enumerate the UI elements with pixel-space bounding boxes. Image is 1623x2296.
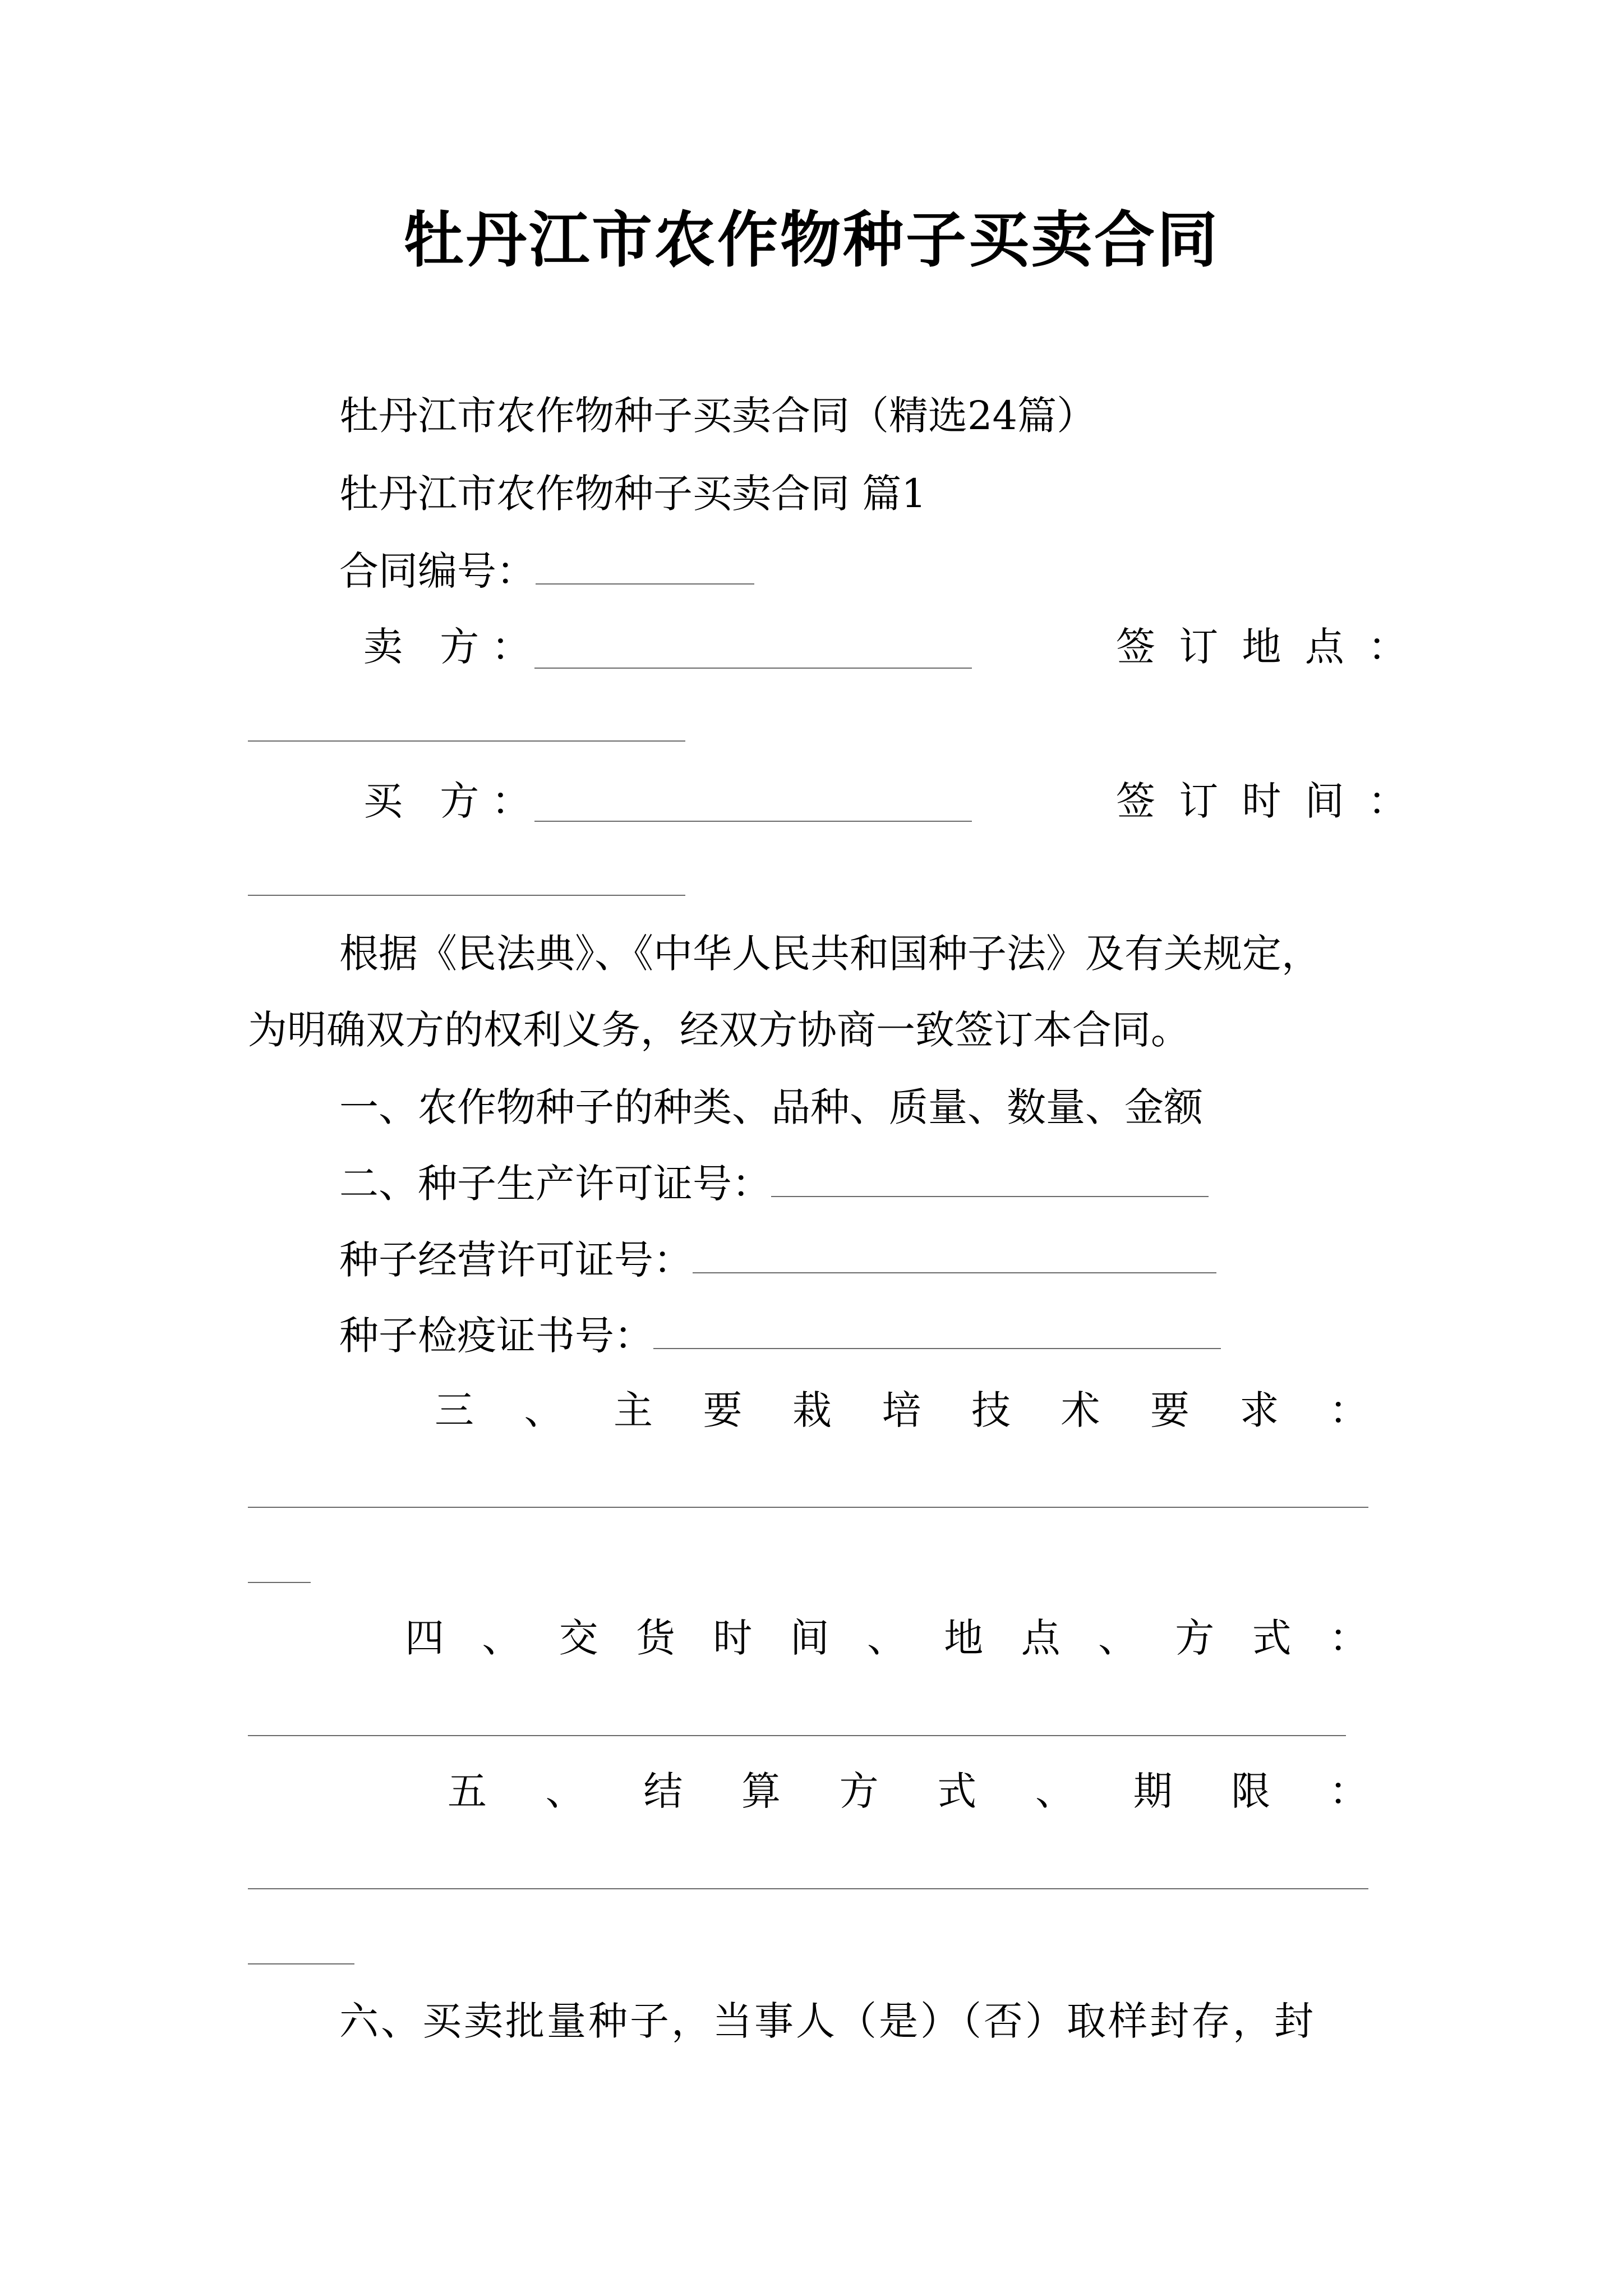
- seller-label: 卖 方：: [363, 624, 543, 670]
- clause-4-char: 、: [482, 1615, 522, 1661]
- clause-3-char: 技: [971, 1387, 1011, 1433]
- clause-3-char: 、: [524, 1387, 564, 1433]
- clause-4-heading: [405, 1611, 1368, 1665]
- clause-5-char: 式: [937, 1768, 977, 1814]
- intro-line-2: 为明确双方的权利义务，经双方协商一致签订本合同。: [248, 1007, 1190, 1053]
- clause-6-partial: 六、买卖批量种子，当事人（是）（否）取样封存，封: [339, 1998, 1316, 2044]
- clause-4-char: 地: [944, 1615, 984, 1661]
- clause-3-char: ：: [1329, 1387, 1368, 1433]
- business-license-label: 种子经营许可证号：: [339, 1237, 693, 1283]
- sign-place-field[interactable]: [248, 740, 685, 742]
- intro-line-1: 根据《民法典》、《中华人民共和国种子法》及有关规定，: [339, 931, 1321, 977]
- clause-2-row: [339, 1157, 1209, 1211]
- clause-4-field[interactable]: [248, 1735, 1346, 1736]
- contract-number-field[interactable]: [536, 551, 754, 585]
- clause-4-char: ：: [1329, 1615, 1368, 1661]
- clause-5-field-continuation[interactable]: [248, 1963, 354, 1964]
- clause-5-char: 方: [839, 1768, 879, 1814]
- clause-5-char: 五: [448, 1768, 487, 1814]
- clause-4-char: 方: [1175, 1615, 1215, 1661]
- clause-5-char: 期: [1133, 1768, 1173, 1814]
- clause-5-heading: [448, 1764, 1368, 1818]
- clause-1: 一、农作物种子的种类、品种、质量、数量、金额: [339, 1084, 1203, 1130]
- production-license-field[interactable]: [771, 1163, 1209, 1197]
- buyer-label: 买 方：: [363, 778, 543, 824]
- clause-4-char: 货: [635, 1615, 675, 1661]
- clause-5-char: 、: [1035, 1768, 1075, 1814]
- quarantine-row: [339, 1309, 1221, 1363]
- clause-3-char: 栽: [792, 1387, 832, 1433]
- clause-5-field[interactable]: [248, 1888, 1368, 1889]
- clause-4-char: 四: [405, 1615, 444, 1661]
- contract-number-row: [339, 544, 754, 598]
- sign-time-label: 签 订 时 间 ：: [1116, 778, 1413, 824]
- sign-place-label: 签 订 地 点 ：: [1116, 624, 1413, 670]
- clause-3-char: 术: [1061, 1387, 1100, 1433]
- clause-5-char: ：: [1329, 1768, 1368, 1814]
- clause-3-heading: [435, 1383, 1368, 1437]
- clause-3-char: 要: [1150, 1387, 1189, 1433]
- contract-number-label: 合同编号：: [339, 548, 536, 594]
- production-license-label: 二、种子生产许可证号：: [339, 1161, 771, 1207]
- section-heading: 牡丹江市农作物种子买卖合同 篇1: [339, 471, 926, 517]
- clause-4-char: 交: [559, 1615, 598, 1661]
- buyer-field[interactable]: [534, 821, 972, 822]
- clause-3-char: 求: [1239, 1387, 1279, 1433]
- clause-5-char: 限: [1231, 1768, 1271, 1814]
- clause-3-field[interactable]: [248, 1507, 1368, 1508]
- clause-4-char: 间: [790, 1615, 829, 1661]
- seller-field[interactable]: [534, 668, 972, 669]
- clause-4-char: 、: [866, 1615, 906, 1661]
- business-license-row: [339, 1233, 1216, 1287]
- business-license-field[interactable]: [693, 1240, 1216, 1273]
- document-subtitle: 牡丹江市农作物种子买卖合同（精选24篇）: [339, 393, 1096, 439]
- clause-5-char: 结: [643, 1768, 683, 1814]
- clause-4-char: 点: [1021, 1615, 1061, 1661]
- clause-3-char: 三: [435, 1387, 474, 1433]
- document-title: 牡丹江市农作物种子买卖合同: [403, 205, 1220, 275]
- clause-3-char: 主: [614, 1387, 653, 1433]
- clause-4-char: 式: [1252, 1615, 1292, 1661]
- clause-4-char: 时: [713, 1615, 753, 1661]
- quarantine-field[interactable]: [653, 1315, 1221, 1349]
- clause-3-char: 要: [703, 1387, 743, 1433]
- clause-3-field-continuation[interactable]: [248, 1582, 311, 1583]
- quarantine-label: 种子检疫证书号：: [339, 1313, 653, 1359]
- clause-5-char: 算: [741, 1768, 781, 1814]
- sign-time-field[interactable]: [248, 895, 685, 896]
- clause-5-char: 、: [545, 1768, 585, 1814]
- clause-4-char: 、: [1098, 1615, 1137, 1661]
- clause-3-char: 培: [882, 1387, 921, 1433]
